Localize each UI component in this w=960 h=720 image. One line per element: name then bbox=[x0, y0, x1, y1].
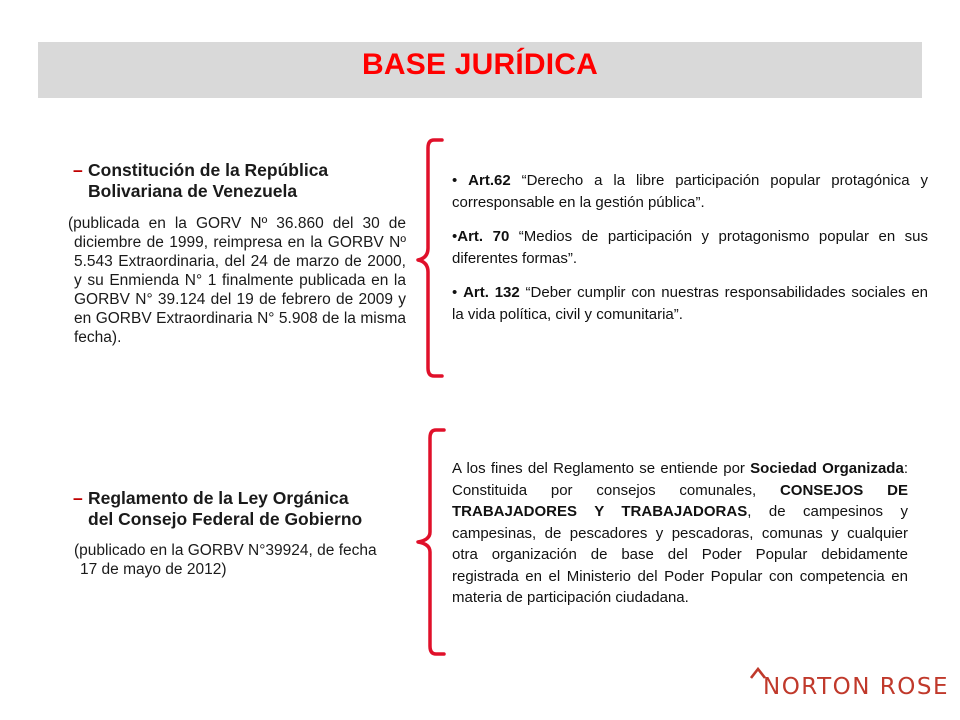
heading-line: Bolivariana de Venezuela bbox=[88, 181, 298, 201]
definition-term: Sociedad Organizada bbox=[750, 460, 904, 477]
article-70 bbox=[452, 226, 928, 270]
constitution-detail: (publicada en la GORV Nº 36.860 del 30 de diciembre de 1999, reimpresa en la GORBV Nº 5.543 Extraordinaria, del 24 de marzo de 2000, y su Enmienda N° 1 finalmente publicada en la GORBV N° 39.124 del 19 de febrero de 2009 y en GORBV Extraordinaria N° 5.908 de la misma fecha). bbox=[68, 215, 406, 346]
article-label: Art.62 bbox=[468, 172, 511, 189]
dash-bullet: – bbox=[73, 488, 83, 508]
section-heading-reglamento bbox=[73, 488, 418, 530]
section-heading-constitution bbox=[73, 160, 418, 202]
bullet: • bbox=[452, 228, 458, 245]
norton-rose-logo bbox=[745, 664, 950, 704]
article-text: “Medios de participación y protagonismo popular en sus diferentes formas”. bbox=[452, 228, 929, 267]
article-label: Art. 70 bbox=[457, 228, 510, 245]
bullet: • bbox=[452, 172, 469, 189]
curly-bracket-icon bbox=[412, 136, 448, 380]
definition-paragraph bbox=[452, 458, 908, 609]
dash-bullet: – bbox=[73, 160, 83, 180]
page-title: BASE JURÍDICA bbox=[362, 48, 598, 81]
definition-colon: : Constituida por consejos comunales, bbox=[452, 460, 908, 499]
curly-bracket-icon bbox=[412, 426, 448, 658]
articles-list bbox=[452, 170, 928, 338]
logo-text: NORTON ROSE bbox=[763, 674, 950, 700]
heading-line: Reglamento de la Ley Orgánica bbox=[88, 488, 349, 508]
article-132 bbox=[452, 282, 928, 326]
definition-rest: , de campesinos y campesinas, de pescadores y pescadoras, comunas y cualquier otra organización de base del Poder Popular debidamente registrada en el Ministerio del Poder Popular con competencia en materia de participación ciudadana. bbox=[452, 503, 908, 606]
definition-intro: A los fines del Reglamento se entiende por bbox=[452, 460, 751, 477]
reglamento-detail: (publicado en la GORBV N°39924, de fecha 17 de mayo de 2012) bbox=[74, 542, 377, 578]
heading-line: Constitución de la República bbox=[88, 160, 329, 180]
bullet: • bbox=[452, 284, 464, 301]
heading-line: del Consejo Federal de Gobierno bbox=[88, 509, 363, 529]
article-62 bbox=[452, 170, 928, 214]
article-label: Art. 132 bbox=[463, 284, 520, 301]
article-text: “Deber cumplir con nuestras responsabilidades sociales en la vida política, civil y comunitaria”. bbox=[452, 284, 929, 323]
definition-emphasis: CONSEJOS DE TRABAJADORES Y TRABAJADORAS bbox=[452, 481, 908, 520]
article-text: “Derecho a la libre participación popular protagónica y corresponsable en la gestión pública”. bbox=[452, 172, 929, 211]
